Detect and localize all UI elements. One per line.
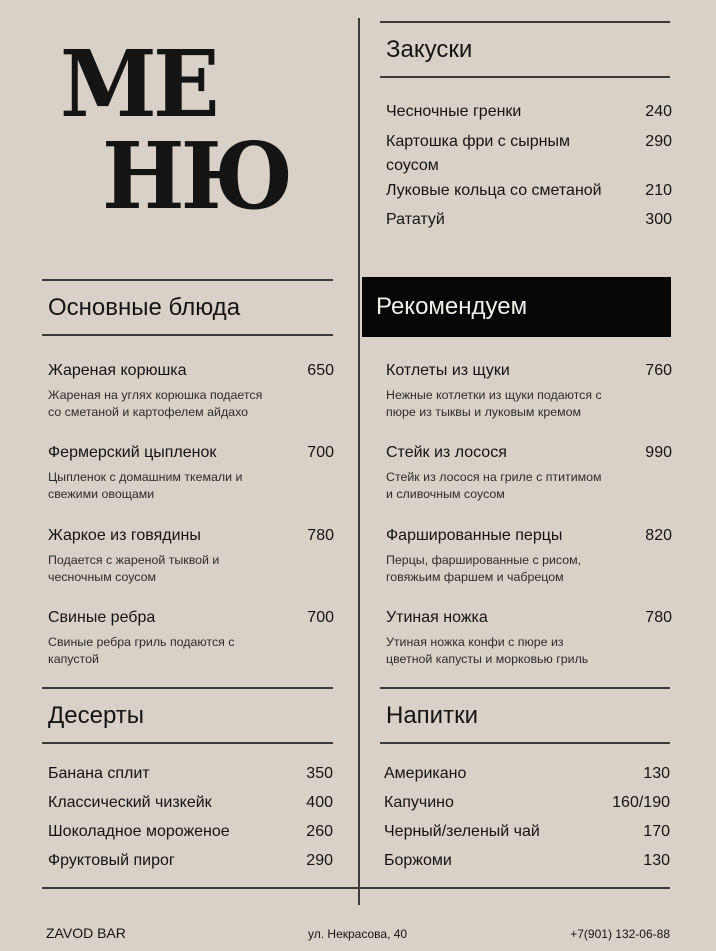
list-item-name: Картошка фри с сырным xyxy=(386,133,570,150)
item-description: цветной капусты и морковью гриль xyxy=(386,651,589,666)
recommended-heading: Рекомендуем xyxy=(362,277,671,337)
item-description: пюре из тыквы и луковым кремом xyxy=(386,404,582,419)
item-name: Жареная корюшка xyxy=(48,362,187,379)
item-name: Боржоми xyxy=(384,852,452,869)
item-name: Фаршированные перцы xyxy=(386,527,563,544)
item-description: говяжьим фаршем и чабрецом xyxy=(386,569,564,584)
menu-item xyxy=(386,359,672,429)
item-description: и сливочным соусом xyxy=(386,486,505,501)
menu-item xyxy=(48,441,334,511)
item-name: Американо xyxy=(384,765,467,782)
menu-item xyxy=(386,524,672,594)
item-name: Черный/зеленый чай xyxy=(384,823,540,840)
menu-item xyxy=(48,606,334,676)
item-name: Стейк из лосося xyxy=(386,444,507,461)
recommended-list xyxy=(386,359,672,669)
item-description: со сметаной и картофелем айдахо xyxy=(48,404,249,419)
item-name: Банана сплит xyxy=(48,765,150,782)
item-name: Фруктовый пирог xyxy=(48,852,175,869)
appetizers-heading: Закуски xyxy=(386,36,473,63)
item-description: Подается с жареной тыквой и xyxy=(48,553,220,567)
mains-top-rule xyxy=(42,279,333,281)
item-price: 260 xyxy=(306,823,333,840)
drinks-top-rule xyxy=(380,687,670,689)
item-description: Цыпленок с домашним ткемали и xyxy=(48,470,243,484)
list-item-name: Чесночные гренки xyxy=(386,103,522,120)
list-item-price: 210 xyxy=(645,182,672,199)
mains-heading: Основные блюда xyxy=(48,294,241,321)
drinks-list xyxy=(384,762,670,882)
item-name: Классический чизкейк xyxy=(48,794,212,811)
item-name: Жаркое из говядины xyxy=(48,527,201,544)
menu-title-line2: НЮ xyxy=(102,122,290,230)
appetizers-bottom-rule xyxy=(380,76,670,78)
item-name: Свиные ребра xyxy=(48,609,156,626)
item-price: 170 xyxy=(643,823,670,840)
drinks-heading: Напитки xyxy=(386,702,478,729)
item-description: капустой xyxy=(48,651,99,666)
menu-item xyxy=(48,524,334,594)
item-price: 130 xyxy=(643,765,670,782)
item-price: 700 xyxy=(307,609,334,626)
menu-item xyxy=(48,359,334,429)
list-item-price: 300 xyxy=(645,211,672,228)
item-description: свежими овощами xyxy=(48,486,155,501)
footer-rule xyxy=(42,887,670,889)
menu-item xyxy=(386,441,672,511)
item-name: Капучино xyxy=(384,794,454,811)
list-item-name: Рататуй xyxy=(386,211,445,228)
item-name: Шоколадное мороженое xyxy=(48,823,230,840)
item-name: Котлеты из щуки xyxy=(386,362,510,379)
desserts-heading: Десерты xyxy=(48,702,145,729)
item-description: Жареная на углях корюшка подается xyxy=(48,388,263,402)
item-price: 290 xyxy=(306,852,333,869)
item-description: Стейк из лосося на гриле с птитимом xyxy=(386,470,602,484)
item-price: 990 xyxy=(645,444,672,461)
item-description: Перцы, фаршированные с рисом, xyxy=(386,553,582,567)
list-item-name-continued: соусом xyxy=(386,157,439,174)
item-price: 130 xyxy=(643,852,670,869)
footer-address: ул. Некрасова, 40 xyxy=(308,927,408,941)
item-description: Свиные ребра гриль подаются с xyxy=(48,635,235,649)
item-price: 820 xyxy=(645,527,672,544)
item-price: 650 xyxy=(307,362,334,379)
item-name: Утиная ножка xyxy=(386,609,488,626)
item-price: 780 xyxy=(645,609,672,626)
list-item-price: 290 xyxy=(645,133,672,150)
desserts-bottom-rule xyxy=(42,742,333,744)
item-description: Утиная ножка конфи с пюре из xyxy=(386,635,564,649)
desserts-list xyxy=(48,762,333,882)
item-name: Фермерский цыпленок xyxy=(48,444,217,461)
appetizers-top-rule xyxy=(380,21,670,23)
menu-title-line1: МЕ xyxy=(60,30,216,138)
item-description: Нежные котлетки из щуки подаются с xyxy=(386,388,602,402)
item-price: 350 xyxy=(306,765,333,782)
footer-phone: +7(901) 132-06-88 xyxy=(570,927,670,941)
desserts-top-rule xyxy=(42,687,333,689)
item-price: 400 xyxy=(306,794,333,811)
center-divider xyxy=(358,18,360,905)
item-price: 160/190 xyxy=(612,794,670,811)
item-price: 700 xyxy=(307,444,334,461)
footer-brand: ZAVOD BAR xyxy=(46,925,126,941)
item-price: 780 xyxy=(307,527,334,544)
drinks-bottom-rule xyxy=(380,742,670,744)
appetizers-list xyxy=(386,100,672,240)
list-item-price: 240 xyxy=(645,103,672,120)
mains-list xyxy=(48,359,334,669)
item-description: чесночным соусом xyxy=(48,569,157,584)
item-price: 760 xyxy=(645,362,672,379)
mains-bottom-rule xyxy=(42,334,333,336)
menu-item xyxy=(386,606,672,676)
list-item-name: Луковые кольца со сметаной xyxy=(386,182,602,199)
